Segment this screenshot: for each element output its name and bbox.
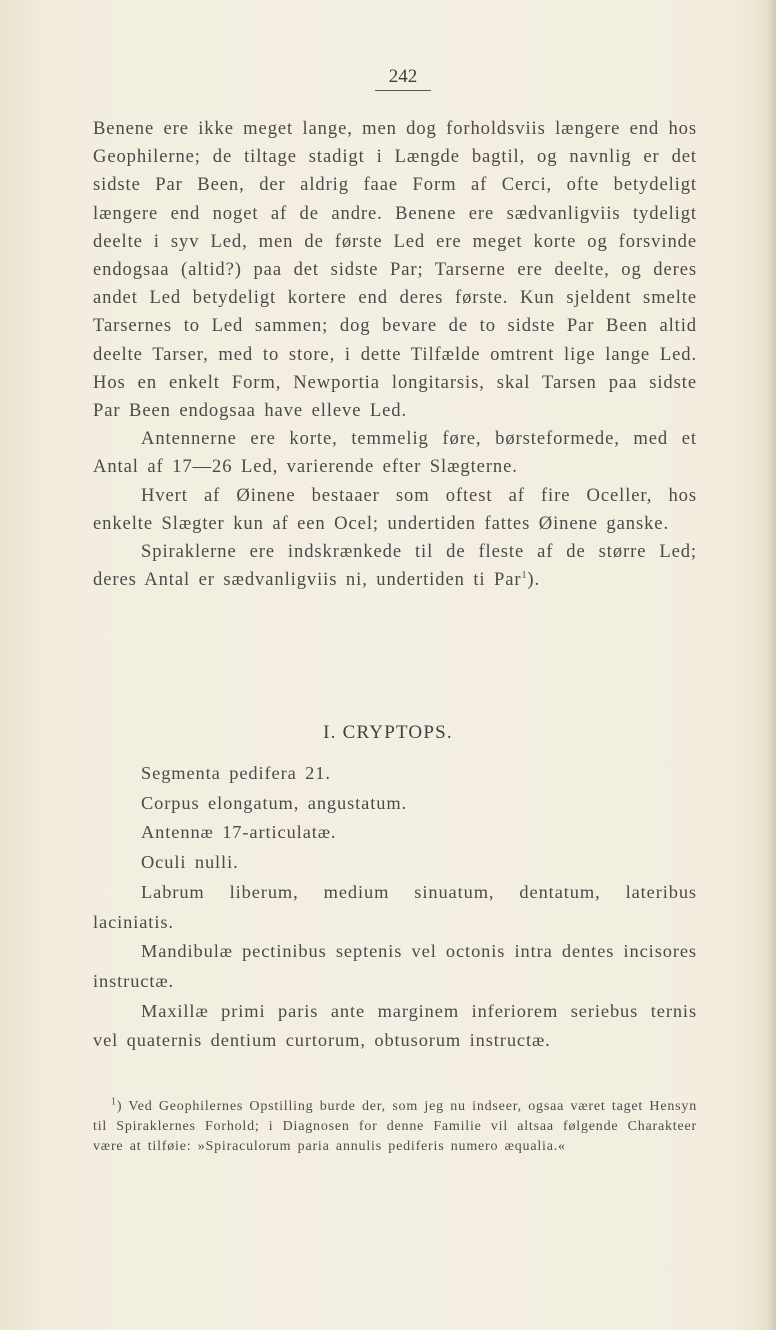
page-edge-shadow bbox=[766, 0, 776, 1330]
paragraph-spiracles bbox=[93, 538, 697, 594]
paragraph-antennae: Antennerne ere korte, temmelig føre, børsteformede, med et Antal af 17—26 Led, varierende efter Slægterne. bbox=[93, 428, 697, 478]
diagnosis-line: Oculi nulli. bbox=[141, 852, 239, 873]
diagnosis-line: Mandibulæ pectinibus septenis vel octonis intra dentes incisores instructæ. bbox=[93, 941, 697, 991]
diagnosis-line: Labrum liberum, medium sinuatum, dentatum, lateribus laciniatis. bbox=[93, 881, 697, 932]
section-heading: I. CRYPTOPS. bbox=[323, 722, 453, 743]
diagnosis-line: Maxillæ primi paris ante marginem inferiorem seriebus ternis vel quaternis dentium curtorum, obtusorum instructæ. bbox=[93, 1000, 697, 1051]
footnote-text bbox=[93, 1097, 697, 1157]
spiracles-text-end: ). bbox=[527, 569, 541, 591]
diagnosis-line: Antennæ 17-articulatæ. bbox=[141, 822, 337, 843]
footnote-body: ) Ved Geophilernes Opstilling burde der, som jeg nu indseer, ogsaa været taget Hensyn til Spiraklernes Forhold; i Diagnosen for denne Familie vil altsaa følgende Charakteer være at tilføie: »Spiraculorum paria annulis pediferis numero æqualia.« bbox=[93, 1099, 697, 1154]
footnote-reference: 1 bbox=[521, 570, 528, 582]
body-text bbox=[93, 115, 697, 594]
footnote bbox=[93, 1097, 697, 1157]
paragraph-legs: Benene ere ikke meget lange, men dog forholdsviis længere end hos Geophilerne; de tiltage stadigt i Længde bagtil, og navnlig er det sidste Par Been, der aldrig faae Form af Cerci, ofte betydeligt længere end noget af de andre. Benene ere sædvanligviis tydeligt deelte i syv Led, men de første Led ere meget korte og forsvinde endogsaa (altid?) paa det sidste Par; Tarserne ere deelte, og deres andet Led betydeligt kortere end deres første. Kun sjeldent smelte Tarsernes to Led sammen; dog bevare de to sidste Par Been altid deelte Tarser, med to store, i dette Tilfælde omtrent lige lange Led. Hos en enkelt Form, Newportia longitarsis, skal Tarsen paa sidste Par Been endogsaa have elleve Led. bbox=[93, 118, 697, 422]
latin-diagnosis bbox=[93, 759, 697, 1056]
footnote-marker: 1 bbox=[111, 1096, 117, 1108]
paragraph-eyes: Hvert af Øinene bestaaer som oftest af fire Oceller, hos enkelte Slægter kun af een Ocel; undertiden fattes Øinene ganske. bbox=[93, 484, 697, 534]
diagnosis-line: Corpus elongatum, angustatum. bbox=[141, 792, 408, 813]
diagnosis-line: Segmenta pedifera 21. bbox=[141, 763, 331, 783]
page-number-text: 242 bbox=[375, 66, 432, 91]
page-number bbox=[0, 66, 776, 91]
spiracles-text: Spiraklerne ere indskrænkede til de fleste af de større Led; deres Antal er sædvanligviis ni, undertiden ti Par bbox=[93, 541, 697, 591]
